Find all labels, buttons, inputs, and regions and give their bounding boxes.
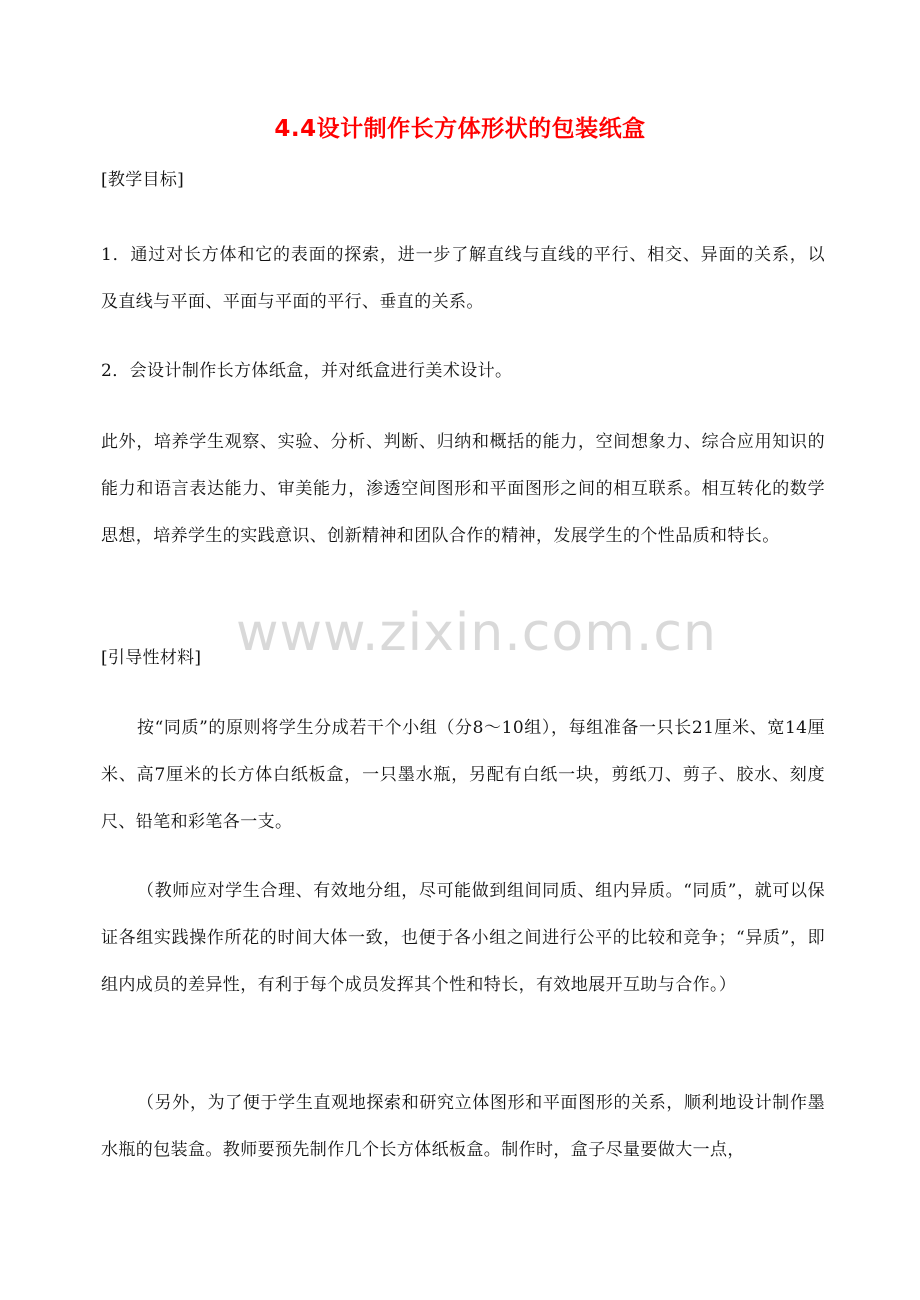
watermark-text: www.zixin.com.cn (236, 603, 717, 663)
objective-paragraph-1: 1．通过对长方体和它的表面的探索，进一步了解直线与直线的平行、相交、异面的关系，以及直线与平面、平面与平面的平行、垂直的关系。 (101, 245, 825, 312)
materials-paragraph-3: （另外，为了便于学生直观地探索和研究立体图形和平面图形的关系，顺利地设计制作墨水瓶的包装盒。教师要预先制作几个长方体纸板盒。制作时，盒子尽量要做大一点， (101, 1093, 825, 1160)
section-heading-objectives: [教学目标] (101, 170, 185, 190)
materials-paragraph-1: 按“同质”的原则将学生分成若干个小组（分8～10组），每组准备一只长21厘米、宽14厘米、高7厘米的长方体白纸板盒，一只墨水瓶，另配有白纸一块，剪纸刀、剪子、胶水、刻度尺、铅笔和彩笔各一支。 (101, 718, 825, 832)
section-heading-materials: [引导性材料] (101, 648, 202, 668)
materials-paragraph-2: （教师应对学生合理、有效地分组，尽可能做到组间同质、组内异质。“同质”，就可以保证各组实践操作所花的时间大体一致，也便于各小组之间进行公平的比较和竞争；“异质”，即组内成员的差异性，有利于每个成员发挥其个性和特长，有效地展开互助与合作。） (101, 881, 825, 995)
objective-paragraph-3: 此外，培养学生观察、实验、分析、判断、归纳和概括的能力，空间想象力、综合应用知识的能力和语言表达能力、审美能力，渗透空间图形和平面图形之间的相互联系。相互转化的数学思想，培养学生的实践意识、创新精神和团队合作的精神，发展学生的个性品质和特长。 (101, 432, 825, 546)
document-title: 4.4设计制作长方体形状的包装纸盒 (274, 116, 646, 142)
objective-paragraph-2: 2．会设计制作长方体纸盒，并对纸盒进行美术设计。 (101, 361, 513, 381)
